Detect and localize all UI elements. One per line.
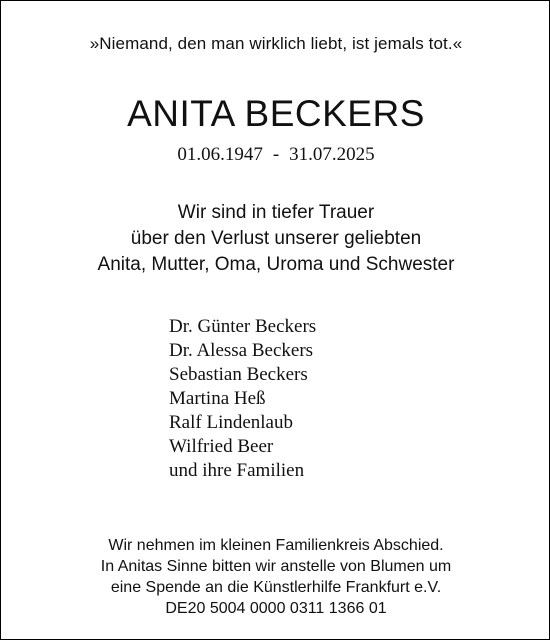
- closing-line: In Anitas Sinne bitten wir anstelle von Blumen um: [100, 558, 452, 575]
- birth-date: 01.06.1947: [177, 144, 263, 165]
- family-member: Martina Heß: [169, 388, 266, 409]
- message-line: Wir sind in tiefer Trauer: [177, 202, 375, 223]
- family-member: Dr. Alessa Beckers: [169, 340, 314, 361]
- family-member: Sebastian Beckers: [169, 364, 308, 385]
- memorial-quote: »Niemand, den man wirklich liebt, ist jemals tot.«: [89, 34, 463, 53]
- death-date: 31.07.2025: [289, 144, 375, 165]
- mourning-message: [1, 200, 550, 278]
- family-member: Dr. Günter Beckers: [169, 316, 317, 337]
- closing-line: eine Spende an die Künstlerhilfe Frankfurt e.V.: [110, 579, 442, 596]
- message-line: über den Verlust unserer geliebten: [130, 228, 422, 249]
- closing-message: [1, 535, 550, 619]
- life-dates: [1, 143, 550, 167]
- family-member: Wilfried Beer: [169, 436, 274, 457]
- family-members-list: [169, 315, 316, 483]
- message-line: Anita, Mutter, Oma, Uroma und Schwester: [97, 254, 455, 275]
- family-member: und ihre Familien: [169, 460, 305, 481]
- donation-iban: DE20 5004 0000 0311 1366 01: [165, 600, 387, 617]
- deceased-name: ANITA BECKERS: [127, 93, 425, 134]
- family-member: Ralf Lindenlaub: [169, 412, 293, 433]
- date-separator: -: [272, 144, 280, 165]
- closing-line: Wir nehmen im kleinen Familienkreis Abschied.: [108, 537, 444, 554]
